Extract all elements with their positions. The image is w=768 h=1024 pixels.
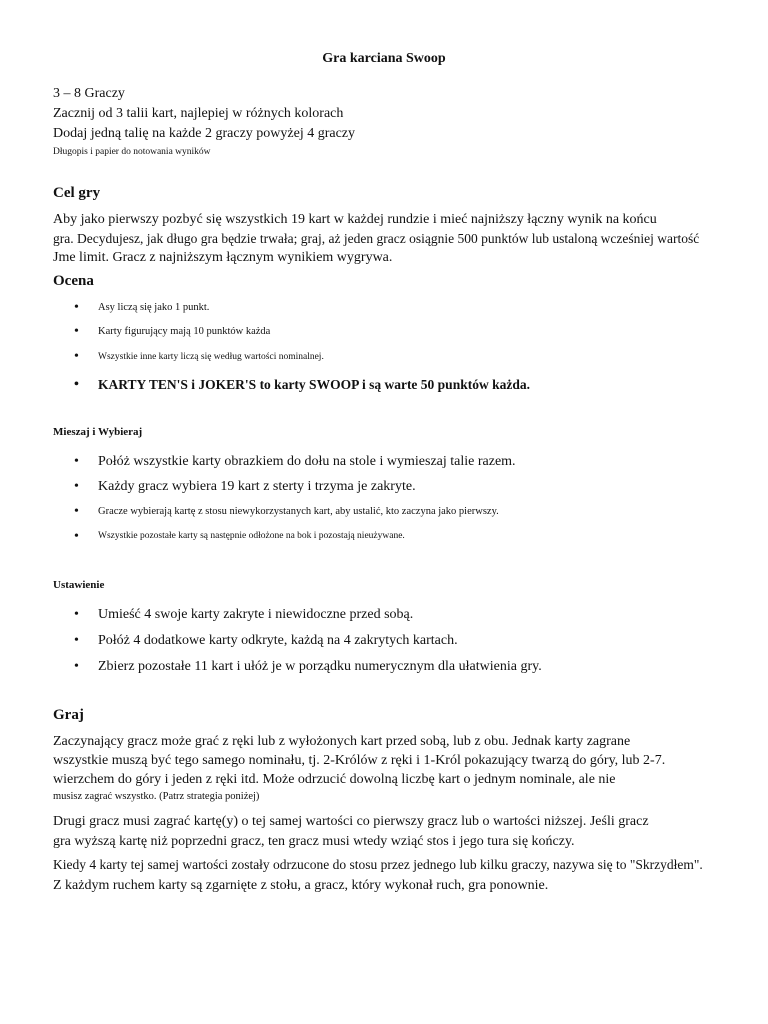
play-p3-line: Z każdym ruchem karty są zgarnięte z stołu, a gracz, który wykonał ruch, gra ponownie. xyxy=(53,878,549,893)
list-item: • Każdy gracz wybiera 19 kart z sterty i trzyma je zakryte. xyxy=(53,474,733,499)
setup-heading: Ustawienie xyxy=(53,579,105,591)
list-item: • Połóż 4 dodatkowe karty odkryte, każdą na 4 zakrytych kartach. xyxy=(53,628,733,654)
intro-section xyxy=(53,84,733,160)
setup-list xyxy=(53,602,733,680)
add-deck-line: Dodaj jedną talię na każde 2 graczy powyżej 4 graczy xyxy=(53,126,356,141)
decks-line: Zacznij od 3 talii kart, najlepiej w różnych kolorach xyxy=(53,106,344,121)
play-paragraph-1 xyxy=(53,732,733,805)
play-p1-line: wierzchem do góry i jeden z ręki itd. Może odrzucić dowolną liczbę kart o jednym nominale, ale nie xyxy=(53,772,616,787)
play-p1-line: musisz zagrać wszystko. (Patrz strategia poniżej) xyxy=(53,791,260,802)
document-title: Gra karciana Swoop xyxy=(322,51,446,66)
play-p1-line: Zaczynający gracz może grać z ręki lub z wyłożonych kart przed sobą, lub z obu. Jednak karty zagrane xyxy=(53,734,631,749)
play-heading: Graj xyxy=(53,707,84,723)
play-paragraph-3 xyxy=(53,854,733,896)
goal-paragraph xyxy=(53,210,733,268)
list-item: • Asy liczą się jako 1 punkt. xyxy=(53,297,733,319)
list-item: • Zbierz pozostałe 11 kart i ułóż je w porządku numerycznym dla ułatwienia gry. xyxy=(53,654,733,680)
goal-line-3: Jme limit. Gracz z najniższym łącznym wynikiem wygrywa. xyxy=(53,250,393,265)
play-p2-line: gra wyższą kartę niż poprzedni gracz, ten gracz musi wtedy wziąć stos i jego tura się kończy. xyxy=(53,834,575,849)
pen-line: Długopis i papier do notowania wyników xyxy=(53,147,211,157)
play-p3-line: Kiedy 4 karty tej samej wartości zostały odrzucone do stosu przez jednego lub kilku graczy, nazywa się to "Skrzydłem". xyxy=(53,857,703,872)
list-item: • Wszystkie pozostałe karty są następnie odłożone na bok i pozostają nieużywane. xyxy=(53,524,733,549)
goal-line-1: Aby jako pierwszy pozbyć się wszystkich 19 kart w każdej rundzie i mieć najniższy łączny wynik na końcu xyxy=(53,212,657,227)
list-item: • Gracze wybierają kartę z stosu niewykorzystanych kart, aby ustalić, kto zaczyna jako pierwszy. xyxy=(53,499,733,524)
list-item: • Karty figurujący mają 10 punktów każda xyxy=(53,319,733,345)
play-p2-line: Drugi gracz musi zagrać kartę(y) o tej samej wartości co pierwszy gracz lub o wartości niższej. Jeśli gracz xyxy=(53,814,649,829)
list-item: • Wszystkie inne karty liczą się według wartości nominalnej. xyxy=(53,345,733,369)
scoring-heading: Ocena xyxy=(53,273,94,289)
play-paragraph-2 xyxy=(53,812,733,852)
goal-line-2: gra. Decydujesz, jak długo gra będzie trwała; graj, aż jeden gracz osiągnie 500 punktów lub ustaloną wcześniej wartość xyxy=(53,231,700,246)
scoring-list xyxy=(53,297,733,401)
shuffle-heading: Mieszaj i Wybieraj xyxy=(53,426,143,438)
list-item: • Umieść 4 swoje karty zakryte i niewidoczne przed sobą. xyxy=(53,602,733,628)
goal-heading: Cel gry xyxy=(53,185,101,201)
shuffle-list xyxy=(53,449,733,549)
play-p1-line: wszystkie muszą być tego samego nominału, tj. 2-Królów z ręki i 1-Król pokazujący twarzą do góry, lub 2-7. xyxy=(53,753,666,768)
list-item: • KARTY TEN'S i JOKER'S to karty SWOOP i są warte 50 punktów każda. xyxy=(53,369,733,401)
players-line: 3 – 8 Graczy xyxy=(53,86,125,101)
list-item: • Połóż wszystkie karty obrazkiem do dołu na stole i wymieszaj talie razem. xyxy=(53,449,733,474)
